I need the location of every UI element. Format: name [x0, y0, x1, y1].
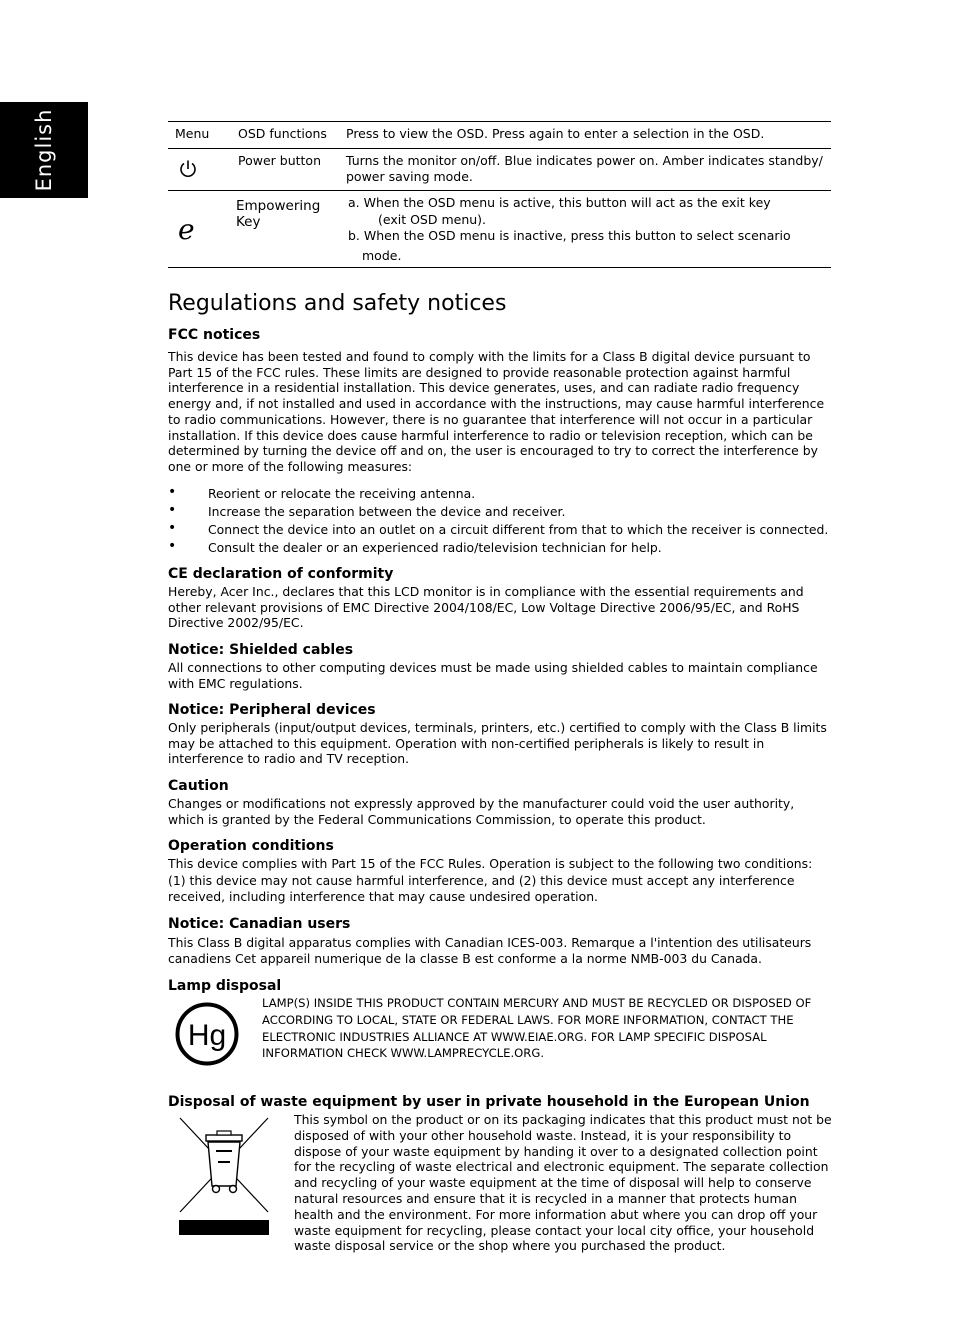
control-icon-cell	[168, 191, 236, 268]
page-title: Regulations and safety notices	[168, 291, 507, 316]
canadian-body: This Class B digital apparatus complies with Canadian ICES-003. Remarque a l'intention des utilisateurs canadiens Cet appareil numerique de la classe B est conforme a la norme NMB-003 du Canada.	[168, 935, 812, 966]
weee-heading: Disposal of waste equipment by user in private household in the European Union	[168, 1094, 810, 1110]
canadian-heading: Notice: Canadian users	[168, 916, 351, 932]
operation-body: This device complies with Part 15 of the FCC Rules. Operation is subject to the following two conditions: (1) this device may not cause harmful interference, and (2) this device must accept any interference received, including interference that may cause undesired operation.	[168, 856, 813, 904]
control-function: OSD functions	[238, 126, 327, 141]
operation-heading: Operation conditions	[168, 838, 334, 854]
control-desc: Turns the monitor on/off. Blue indicates power on. Amber indicates standby/ power saving mode.	[346, 153, 823, 184]
control-function: Power button	[238, 153, 321, 168]
controls-row-empowering	[168, 191, 831, 268]
control-name: Menu	[175, 126, 210, 141]
weee-body: This symbol on the product or on its packaging indicates that this product must not be disposed of with your other household waste. Instead, it is your responsibility to dispose of your waste equipment by handing it over to a designated collection point for the recycling of waste electrical and electronic equipment. The separate collection and recycling of your waste equipment at the time of disposal will help to conserve natural resources and ensure that it is recycled in a manner that protects human health and the environment. For more information abut where you can drop off your waste equipment for recycling, please contact your local city office, your household waste disposal service or the shop where you purchased the product.	[294, 1112, 832, 1254]
controls-row-power	[168, 149, 831, 191]
lamp-heading: Lamp disposal	[168, 978, 282, 994]
svg-text:Hg: Hg	[187, 1019, 227, 1052]
mercury-hg-icon	[174, 1001, 240, 1067]
caution-heading: Caution	[168, 778, 229, 794]
controls-row-menu	[168, 122, 831, 149]
control-desc: a. When the OSD menu is active, this button will act as the exit key (exit OSD menu). b. When the OSD menu is inactive, press this button to select scenario mode.	[348, 195, 791, 263]
fcc-body: This device has been tested and found to comply with the limits for a Class B digital device pursuant to Part 15 of the FCC rules. These limits are designed to provide reasonable protection against harmful interference in a residential installation. This device generates, uses, and can radiate radio frequency energy and, if not installed and used in accordance with the instructions, may cause harmful interference to radio communications. However, there is no guarantee that interference will not occur in a particular installation. If this device does cause harmful interference to radio or television reception, which can be determined by turning the device off and on, the user is encouraged to try to correct the interference by one or more of the following measures:	[168, 349, 825, 474]
control-icon-cell	[168, 149, 236, 191]
shielded-body: All connections to other computing devices must be made using shielded cables to maintain compliance with EMC regulations.	[168, 660, 818, 691]
peripheral-body: Only peripherals (input/output devices, terminals, printers, etc.) certified to comply with the Class B limits may be attached to this equipment. Operation with non-certified peripherals is likely to result in interference to radio and TV reception.	[168, 720, 827, 767]
caution-body: Changes or modifications not expressly approved by the manufacturer could void the user authority, which is granted by the Federal Communications Commission, to operate this product.	[168, 796, 795, 827]
control-desc: Press to view the OSD. Press again to enter a selection in the OSD.	[346, 126, 765, 141]
power-icon	[178, 159, 198, 179]
language-tab	[0, 102, 88, 198]
lamp-body: LAMP(S) INSIDE THIS PRODUCT CONTAIN MERCURY AND MUST BE RECYCLED OR DISPOSED OF ACCORDING TO LOCAL, STATE OR FEDERAL LAWS. FOR MORE INFORMATION, CONTACT THE ELECTRONIC INDUSTRIES ALLIANCE AT WWW.EIAE.ORG. FOR LAMP SPECIFIC DISPOSAL INFORMATION CHECK WWW.LAMPRECYCLE.ORG.	[262, 996, 812, 1061]
shielded-heading: Notice: Shielded cables	[168, 642, 354, 658]
peripheral-heading: Notice: Peripheral devices	[168, 702, 376, 718]
ce-body: Hereby, Acer Inc., declares that this LCD monitor is in compliance with the essential requirements and other relevant provisions of EMC Directive 2004/108/EC, Low Voltage Directive 2006/95/EC, and RoHS Directive 2002/95/EC.	[168, 584, 804, 631]
ce-heading: CE declaration of conformity	[168, 566, 394, 582]
language-tab-label: English	[32, 108, 56, 192]
empowering-e-icon: e	[178, 213, 195, 246]
crossed-bin-icon	[178, 1116, 270, 1238]
fcc-heading: FCC notices	[168, 327, 261, 343]
controls-table	[168, 121, 831, 268]
control-function: Empowering Key	[236, 198, 321, 230]
